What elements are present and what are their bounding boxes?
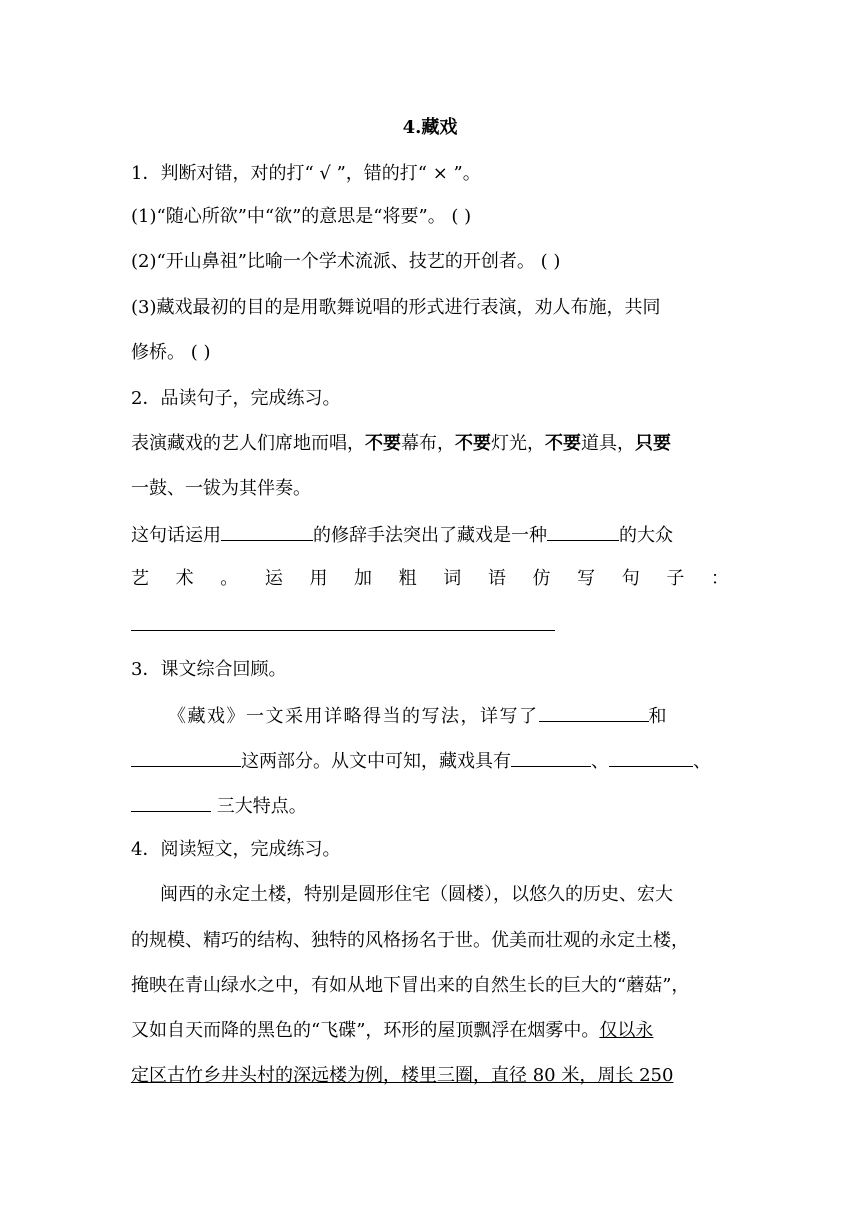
q2-task-text: 这句话运用 [131, 525, 221, 546]
q2-heading: 2．品读句子，完成练习。 [131, 388, 341, 409]
answer-blank-detail-1[interactable] [539, 703, 649, 722]
q2-sentence-text: 表演藏戏的艺人们席地而唱， [131, 433, 365, 454]
q2-task-line-2-chars [131, 567, 729, 591]
bold-word: 不要 [365, 433, 401, 454]
q4-passage-text: 又如自天而降的黑色的“飞碟”，环形的屋顶飘浮在烟雾中。 [131, 1020, 600, 1041]
spread-char: 仿 [532, 568, 551, 589]
q1-item-2: (2)“开山鼻祖”比喻一个学术流派、技艺的开创者。 ( ) [131, 251, 561, 272]
q1-item-3-line-1: (3)藏戏最初的目的是用歌舞说唱的形式进行表演，劝人布施，共同 [131, 297, 661, 318]
q3-line-2 [131, 748, 731, 774]
q3-line-3 [131, 793, 731, 819]
q1-item-3-line-2: 修桥。 ( ) [131, 342, 211, 363]
spread-char: 术 [175, 568, 194, 589]
q2-sentence-text: 灯光， [491, 433, 545, 454]
q2-task-line-2 [131, 567, 731, 591]
spread-char: 运 [264, 568, 283, 589]
q2-task-line-1 [131, 522, 731, 548]
q3-text: 、 [693, 751, 711, 772]
q1-heading: 1．判断对错，对的打“ √ ”，错的打“ × ”。 [131, 163, 481, 184]
q3-text: 、 [591, 751, 609, 772]
answer-blank-feature-2[interactable] [609, 748, 693, 767]
page-title: 4.藏戏 [402, 117, 458, 138]
q4-heading: 4．阅读短文，完成练习。 [131, 839, 341, 860]
q3-text: 《藏戏》一文采用详略得当的写法，详写了 [168, 706, 539, 727]
spread-char: 词 [443, 568, 462, 589]
q4-passage-line-1: 闽西的永定土楼，特别是圆形住宅（圆楼），以悠久的历史、宏大 [160, 884, 673, 905]
answer-line-imitation[interactable] [131, 630, 555, 631]
spread-char: 加 [354, 568, 373, 589]
q2-task-text: 的修辞手法突出了藏戏是一种 [313, 525, 547, 546]
q3-text: 和 [648, 706, 667, 727]
answer-blank-detail-2[interactable] [131, 748, 241, 767]
spread-char: 艺 [131, 568, 149, 589]
answer-blank-rhetoric[interactable] [221, 522, 313, 541]
spread-char: 粗 [398, 568, 417, 589]
underlined-text: 仅以永 [599, 1020, 654, 1041]
spread-char: 子 [666, 568, 685, 589]
underlined-text: 定区古竹乡井头村的深远楼为例，楼里三圈，直径 80 米，周长 250 [131, 1065, 674, 1086]
spread-char: ： [710, 568, 729, 589]
q3-heading: 3．课文综合回顾。 [131, 659, 287, 680]
bold-word: 只要 [635, 433, 671, 454]
answer-blank-art-type[interactable] [547, 522, 619, 541]
q4-passage-line-3: 掩映在青山绿水之中，有如从地下冒出来的自然生长的巨大的“蘑菇”， [131, 975, 690, 996]
spread-char: 写 [577, 568, 596, 589]
q3-line-1 [168, 703, 732, 729]
bold-word: 不要 [455, 433, 491, 454]
answer-blank-feature-1[interactable] [511, 748, 591, 767]
q3-text: 三大特点。 [211, 796, 307, 817]
q2-sentence-line-2: 一鼓、一钹为其伴奏。 [131, 478, 311, 499]
spread-char: 用 [309, 568, 328, 589]
answer-blank-feature-3[interactable] [131, 793, 211, 812]
q2-sentence-line-1 [131, 432, 731, 456]
spread-char: 语 [487, 568, 506, 589]
q4-passage-line-2: 的规模、精巧的结构、独特的风格扬名于世。优美而壮观的永定土楼， [131, 930, 689, 951]
bold-word: 不要 [545, 433, 581, 454]
q2-sentence-text: 道具， [581, 433, 635, 454]
q4-passage-line-5 [131, 1064, 731, 1088]
spread-char: 句 [621, 568, 640, 589]
q2-task-text: 的大众 [619, 525, 673, 546]
q3-text: 这两部分。从文中可知，藏戏具有 [241, 751, 511, 772]
q2-sentence-text: 幕布， [401, 433, 455, 454]
spread-char: 。 [220, 568, 239, 589]
q4-passage-line-4 [131, 1019, 731, 1043]
q1-item-1: (1)“随心所欲”中“欲”的意思是“将要”。 ( ) [131, 206, 472, 227]
